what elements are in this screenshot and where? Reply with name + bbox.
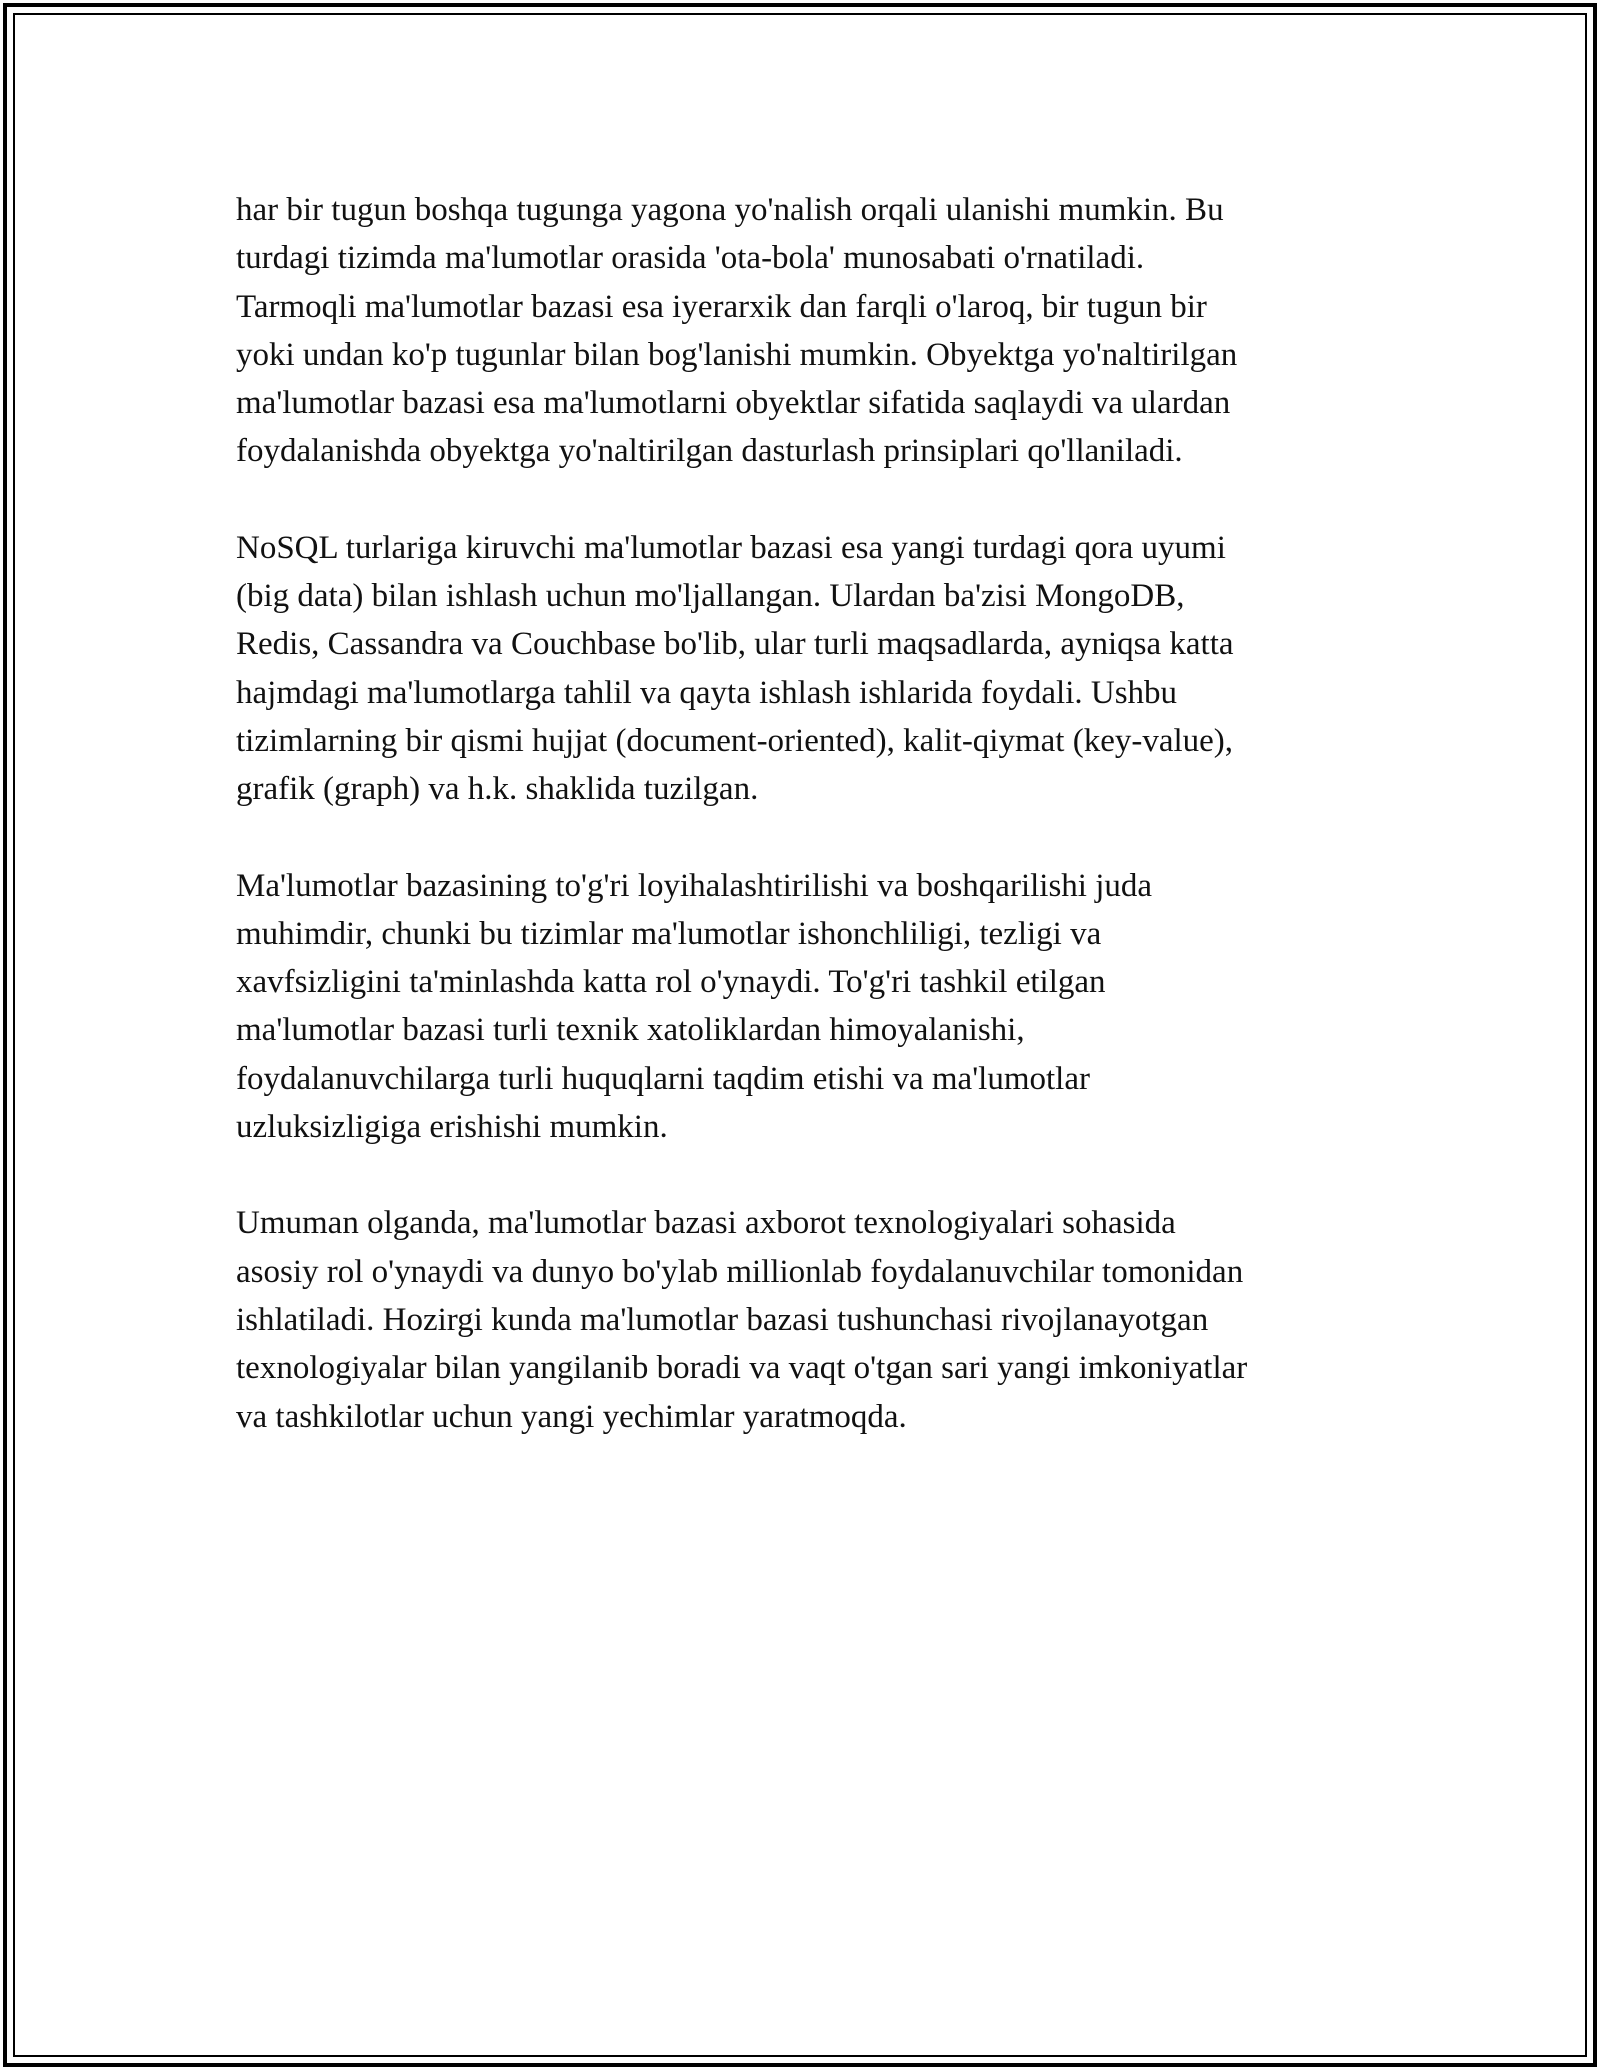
text-line: tizimlarning bir qismi hujjat (document-oriented), kalit-qiymat (key-value), — [236, 722, 1234, 759]
paragraph-3 — [236, 862, 1366, 1152]
paragraph-1 — [236, 186, 1366, 476]
paragraph-4 — [236, 1199, 1366, 1440]
text-line: Redis, Cassandra va Couchbase bo'lib, ular turli maqsadlarda, ayniqsa katta — [236, 626, 1234, 663]
paragraph-2 — [236, 524, 1366, 814]
document-body — [236, 186, 1366, 1489]
text-line: grafik (graph) va h.k. shaklida tuzilgan. — [236, 771, 759, 808]
text-line: texnologiyalar bilan yangilanib boradi va vaqt o'tgan sari yangi imkoniyatlar — [236, 1350, 1248, 1387]
text-line: Tarmoqli ma'lumotlar bazasi esa iyerarxik dan farqli o'laroq, bir tugun bir — [236, 288, 1207, 325]
text-line: ma'lumotlar bazasi turli texnik xatoliklardan himoyalanishi, — [236, 1012, 1025, 1049]
text-line: xavfsizligini ta'minlashda katta rol o'ynaydi. To'g'ri tashkil etilgan — [236, 964, 1106, 1001]
text-line: muhimdir, chunki bu tizimlar ma'lumotlar ishonchliligi, tezligi va — [236, 915, 1102, 952]
text-line: ishlatiladi. Hozirgi kunda ma'lumotlar bazasi tushunchasi rivojlanayotgan — [236, 1301, 1209, 1338]
text-line: hajmdagi ma'lumotlarga tahlil va qayta ishlash ishlarida foydali. Ushbu — [236, 674, 1178, 711]
text-line: Ma'lumotlar bazasining to'g'ri loyihalashtirilishi va boshqarilishi juda — [236, 867, 1153, 904]
text-line: ma'lumotlar bazasi esa ma'lumotlarni obyektlar sifatida saqlaydi va ulardan — [236, 385, 1231, 422]
text-line: NoSQL turlariga kiruvchi ma'lumotlar bazasi esa yangi turdagi qora uyumi — [236, 529, 1226, 566]
text-line: yoki undan ko'p tugunlar bilan bog'lanishi mumkin. Obyektga yo'naltirilgan — [236, 336, 1238, 373]
text-line: turdagi tizimda ma'lumotlar orasida 'ota-bola' munosabati o'rnatiladi. — [236, 240, 1145, 277]
text-line: asosiy rol o'ynaydi va dunyo bo'ylab millionlab foydalanuvchilar tomonidan — [236, 1253, 1244, 1290]
text-line: (big data) bilan ishlash uchun mo'ljallangan. Ulardan ba'zisi MongoDB, — [236, 578, 1185, 615]
text-line: Umuman olganda, ma'lumotlar bazasi axborot texnologiyalari sohasida — [236, 1205, 1176, 1242]
text-line: foydalanuvchilarga turli huquqlarni taqdim etishi va ma'lumotlar — [236, 1060, 1090, 1097]
text-line: va tashkilotlar uchun yangi yechimlar yaratmoqda. — [236, 1398, 907, 1435]
text-line: har bir tugun boshqa tugunga yagona yo'nalish orqali ulanishi mumkin. Bu — [236, 192, 1224, 228]
text-line: foydalanishda obyektga yo'naltirilgan dasturlash prinsiplari qo'llaniladi. — [236, 433, 1183, 470]
text-line: uzluksizligiga erishishi mumkin. — [236, 1109, 668, 1146]
